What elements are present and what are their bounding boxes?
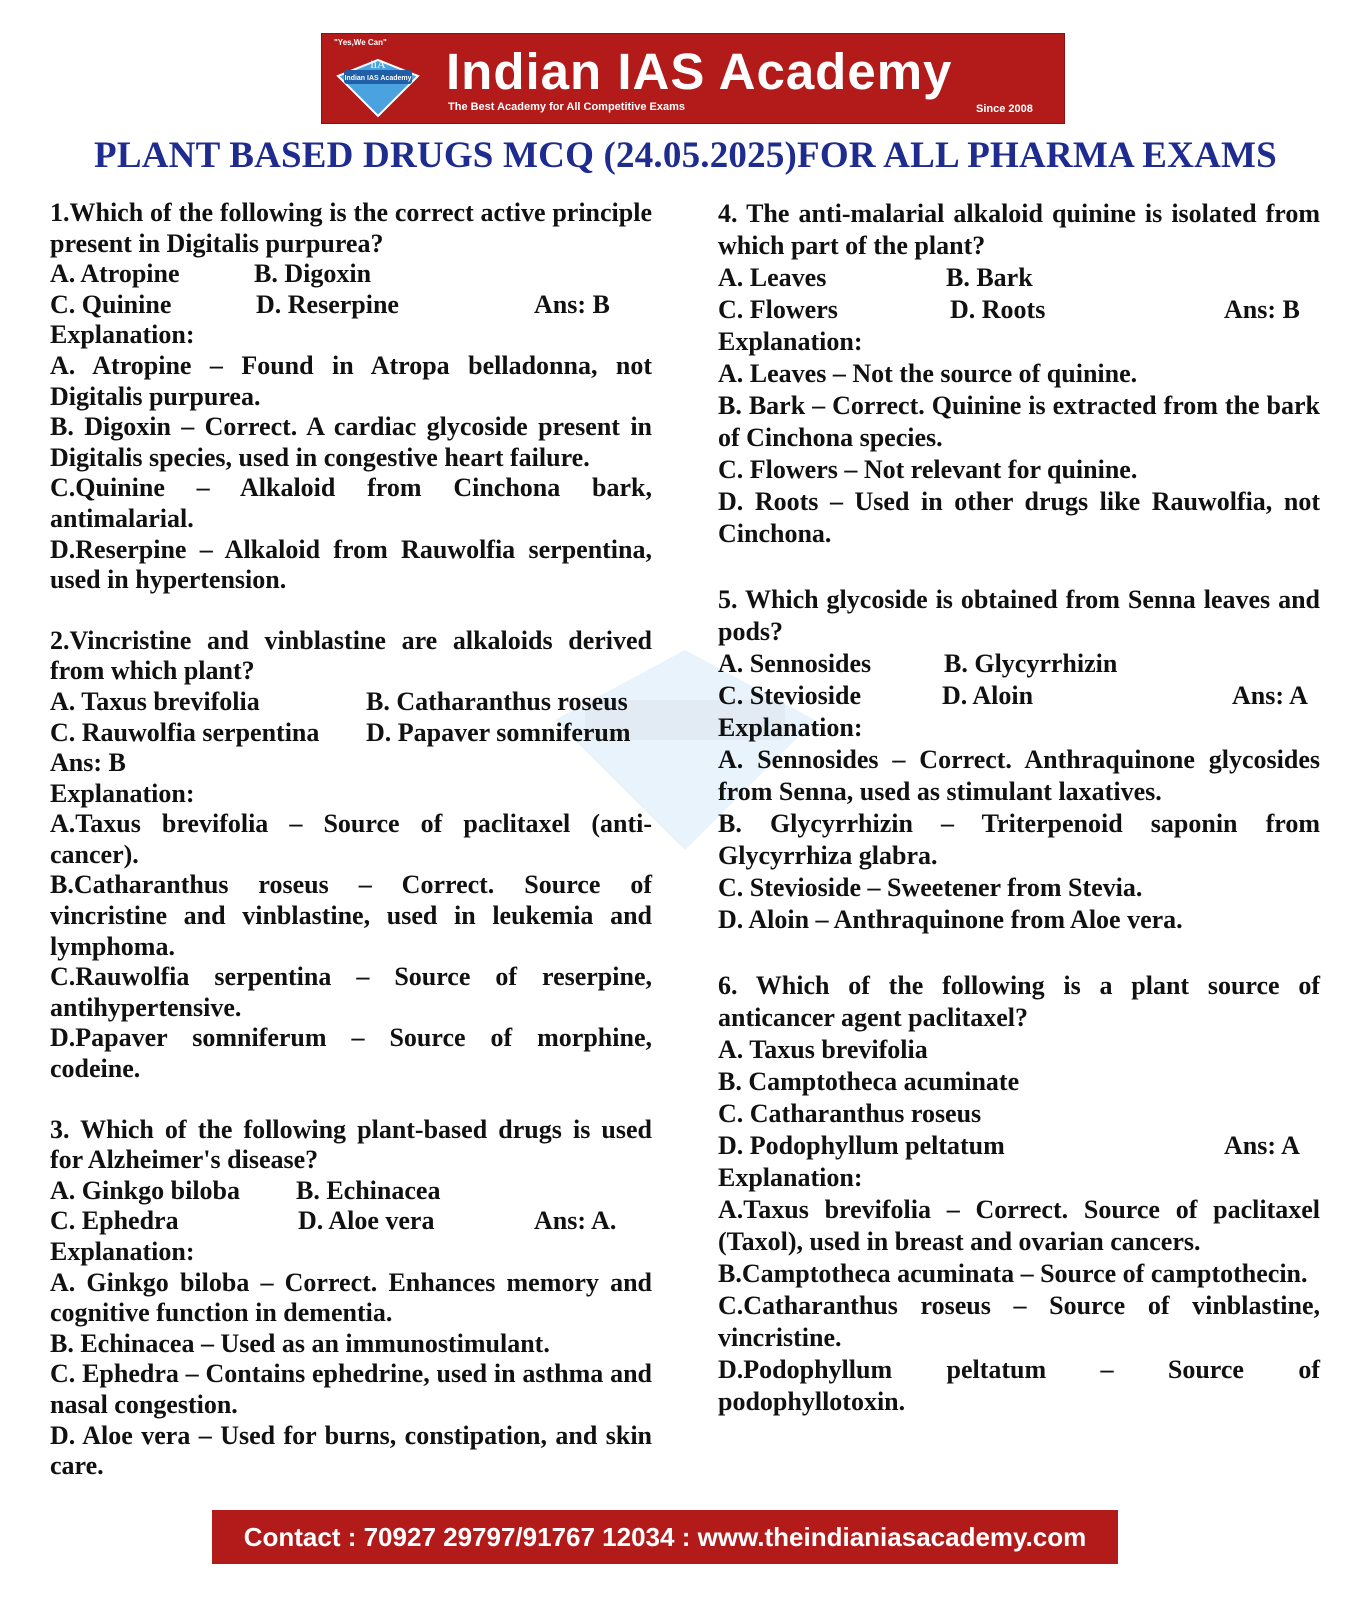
explanation-a: A. Leaves – Not the source of quinine. <box>718 359 1138 388</box>
question-6 <box>718 970 1320 1418</box>
explanation-d: D.Podophyllum peltatum – Source of podophyllotoxin. <box>718 1355 1320 1416</box>
option-c: C. Quinine <box>50 289 172 319</box>
explanation-c: C. Ephedra – Contains ephedrine, used in asthma and nasal congestion. <box>50 1359 652 1419</box>
options-row <box>50 687 652 718</box>
explanation-c: C. Stevioside – Sweetener from Stevia. <box>718 873 1143 902</box>
explanation-heading: Explanation: <box>718 327 863 356</box>
options-row <box>718 262 1320 294</box>
left-column <box>50 198 652 1512</box>
option-c: C. Catharanthus roseus <box>718 1099 982 1128</box>
option-c: C. Rauwolfia serpentina <box>50 717 320 747</box>
options-row <box>718 680 1320 712</box>
option-a: A. Taxus brevifolia <box>50 686 260 716</box>
explanation-b: B. Glycyrrhizin – Triterpenoid saponin from Glycyrrhiza glabra. <box>718 809 1320 870</box>
answer: Ans: A. <box>534 1206 617 1236</box>
explanation-c: C.Catharanthus roseus – Source of vinblastine, vincristine. <box>718 1291 1320 1352</box>
explanation-d: D. Roots – Used in other drugs like Rauwolfia, not Cinchona. <box>718 487 1320 548</box>
contact-footer: Contact : 70927 29797/91767 12034 : www.theindianiasacademy.com <box>212 1510 1118 1564</box>
explanation-d: D. Aloin – Anthraquinone from Aloe vera. <box>718 905 1183 934</box>
academy-logo-icon <box>330 40 426 120</box>
explanation-a: A. Sennosides – Correct. Anthraquinone glycosides from Senna, used as stimulant laxatives. <box>718 745 1320 806</box>
question-5 <box>718 584 1320 936</box>
answer: Ans: B <box>50 748 126 778</box>
brand-subtitle: The Best Academy for All Competitive Exams <box>448 101 685 113</box>
explanation-b: B.Camptotheca acuminata – Source of camptothecin. <box>718 1259 1308 1288</box>
question-4 <box>718 198 1320 550</box>
explanation-a: A. Atropine – Found in Atropa belladonna, not Digitalis purpurea. <box>50 350 652 411</box>
header-banner <box>321 33 1065 124</box>
option-c: C. Ephedra <box>50 1206 179 1236</box>
options-row <box>718 1130 1320 1162</box>
question-text: 5. Which glycoside is obtained from Senna leaves and pods? <box>718 585 1320 646</box>
option-b: B. Digoxin <box>254 259 372 289</box>
question-text: 2.Vincristine and vinblastine are alkaloids derived from which plant? <box>50 625 652 686</box>
option-b: B. Camptotheca acuminate <box>718 1067 1020 1096</box>
explanation-heading: Explanation: <box>718 713 863 742</box>
explanation-a: A.Taxus brevifolia – Source of paclitaxel (anti-cancer). <box>50 809 652 869</box>
option-c: C. Flowers <box>718 295 838 324</box>
explanation-d: D. Aloe vera – Used for burns, constipation, and skin care. <box>50 1420 652 1481</box>
logo-short: iiA <box>370 57 386 71</box>
option-d: D. Roots <box>950 295 1046 324</box>
option-a: A. Ginkgo biloba <box>50 1175 241 1205</box>
question-text: 3. Which of the following plant-based drugs is used for Alzheimer's disease? <box>50 1114 652 1175</box>
option-a: A. Sennosides <box>718 649 872 678</box>
page-title: PLANT BASED DRUGS MCQ (24.05.2025)FOR ALL PHARMA EXAMS <box>94 135 1277 176</box>
options-row <box>50 259 652 290</box>
option-d: D. Papaver somniferum <box>366 717 631 747</box>
explanation-b: B. Echinacea – Used as an immunostimulant. <box>50 1328 550 1358</box>
question-text: 1.Which of the following is the correct active principle present in Digitalis purpurea? <box>50 198 652 258</box>
option-d: D. Reserpine <box>256 289 399 319</box>
explanation-heading: Explanation: <box>50 320 195 350</box>
explanation-heading: Explanation: <box>50 1237 195 1266</box>
option-a: A. Atropine <box>50 259 180 289</box>
explanation-b: B. Bark – Correct. Quinine is extracted from the bark of Cinchona species. <box>718 391 1320 452</box>
option-b: B. Catharanthus roseus <box>366 686 628 716</box>
explanation-a: A. Ginkgo biloba – Correct. Enhances memory and cognitive function in dementia. <box>50 1267 652 1328</box>
explanation-c: C.Quinine – Alkaloid from Cinchona bark, antimalarial. <box>50 473 652 533</box>
option-b: B. Glycyrrhizin <box>944 649 1118 678</box>
option-c: C. Stevioside <box>718 681 861 710</box>
logo-text: Indian IAS Academy <box>344 75 412 82</box>
explanation-c: C. Flowers – Not relevant for quinine. <box>718 455 1138 484</box>
option-d: D. Podophyllum peltatum <box>718 1131 1005 1160</box>
tagline: "Yes,We Can" <box>334 38 387 47</box>
right-column <box>718 198 1320 1452</box>
explanation-d: D.Papaver somniferum – Source of morphine, codeine. <box>50 1023 652 1084</box>
explanation-c: C.Rauwolfia serpentina – Source of reserpine, antihypertensive. <box>50 962 652 1022</box>
option-b: B. Bark <box>946 263 1033 292</box>
explanation-b: B. Digoxin – Correct. A cardiac glycoside present in Digitalis species, used in congestive heart failure. <box>50 412 652 472</box>
explanation-a: A.Taxus brevifolia – Correct. Source of paclitaxel (Taxol), used in breast and ovarian cancers. <box>718 1195 1320 1256</box>
question-3 <box>50 1115 652 1482</box>
answer: Ans: B <box>534 289 610 319</box>
explanation-d: D.Reserpine – Alkaloid from Rauwolfia serpentina, used in hypertension. <box>50 534 652 595</box>
options-row <box>718 648 1320 680</box>
option-d: D. Aloe vera <box>298 1206 435 1236</box>
explanation-heading: Explanation: <box>50 778 195 808</box>
answer: Ans: B <box>1224 295 1300 324</box>
options-row <box>50 1206 652 1237</box>
explanation-heading: Explanation: <box>718 1163 863 1192</box>
option-d: D. Aloin <box>942 681 1034 710</box>
options-row <box>718 294 1320 326</box>
options-row <box>50 290 652 321</box>
options-row <box>50 718 652 749</box>
brand-name: Indian IAS Academy <box>446 43 953 100</box>
question-1 <box>50 198 652 596</box>
answer: Ans: A <box>1232 681 1308 710</box>
options-row <box>50 1176 652 1207</box>
brand-since: Since 2008 <box>976 103 1033 115</box>
option-b: B. Echinacea <box>296 1175 441 1205</box>
explanation-b: B.Catharanthus roseus – Correct. Source of vincristine and vinblastine, used in leukemia and lymphoma. <box>50 870 652 961</box>
option-a: A. Leaves <box>718 263 827 292</box>
question-text: 6. Which of the following is a plant source of anticancer agent paclitaxel? <box>718 971 1320 1032</box>
question-2 <box>50 626 652 1085</box>
answer: Ans: A <box>1224 1131 1300 1160</box>
question-text: 4. The anti-malarial alkaloid quinine is isolated from which part of the plant? <box>718 199 1320 260</box>
option-a: A. Taxus brevifolia <box>718 1035 928 1064</box>
